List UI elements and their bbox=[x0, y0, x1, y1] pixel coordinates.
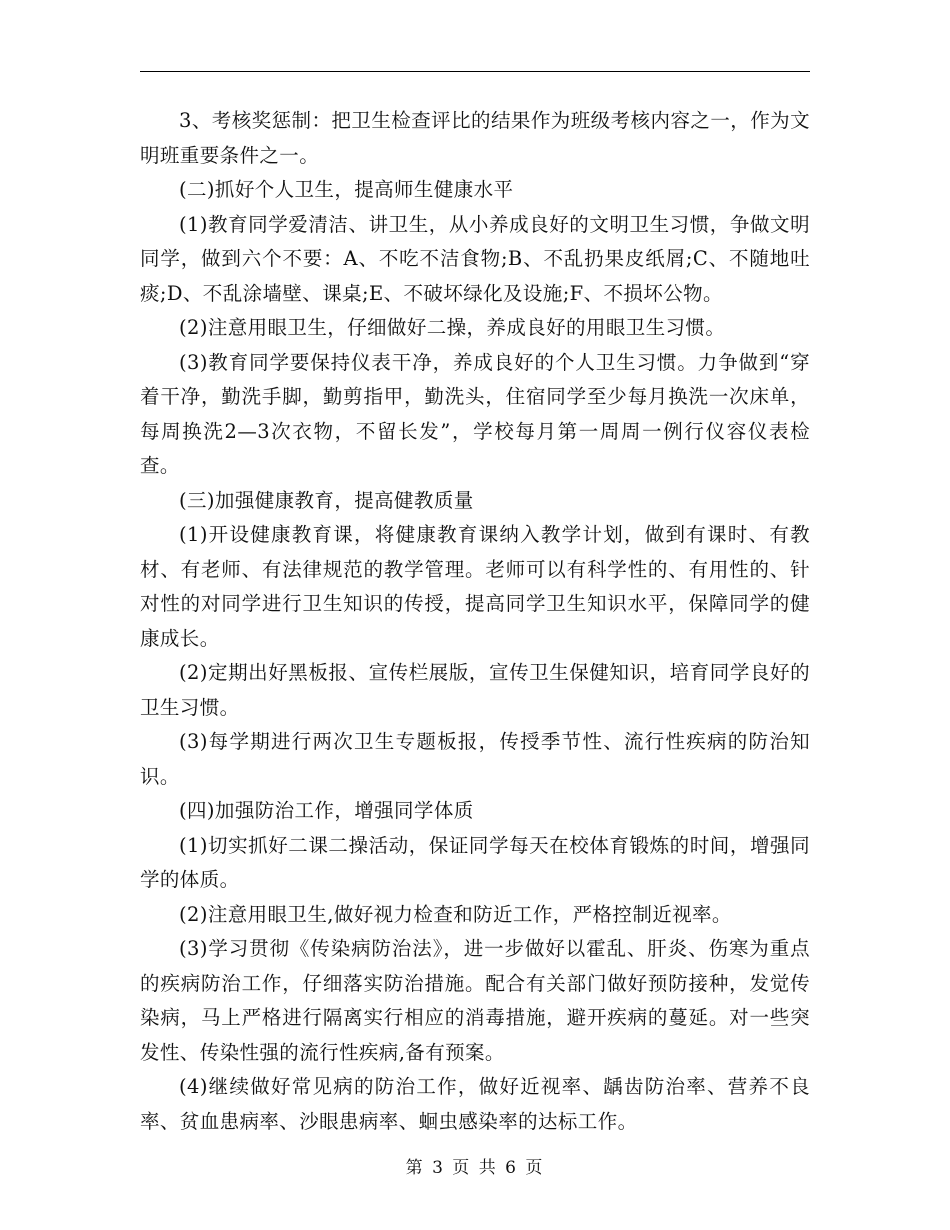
paragraph: (2)定期出好黑板报、宣传栏展版，宣传卫生保健知识，培育同学良好的卫生习惯。 bbox=[140, 661, 810, 719]
paragraph: (2)注意用眼卫生,做好视力检查和防近工作，严格控制近视率。 bbox=[179, 902, 732, 926]
section-heading: (二)抓好个人卫生，提高师生健康水平 bbox=[179, 178, 514, 201]
section-heading: (三)加强健康教育，提高健教质量 bbox=[179, 488, 474, 512]
header-rule bbox=[140, 71, 810, 72]
page-number: 第 3 页 共 6 页 bbox=[405, 1158, 545, 1178]
paragraph: (3)教育同学要保持仪表干净，养成良好的个人卫生习惯。力争做到“穿着干净，勤洗手脚，勤剪指甲，勤洗头，住宿同学至少每月换洗一次床单，每周换洗2—3次衣物，不留长发”，学校每月第一周周一例行仪容仪表检查。 bbox=[140, 350, 810, 477]
section-heading: (四)加强防治工作，增强同学体质 bbox=[179, 799, 474, 822]
paragraph: (3)学习贯彻《传染病防治法》，进一步做好以霍乱、肝炎、伤寒为重点的疾病防治工作，仔细落实防治措施。配合有关部门做好预防接种，发觉传染病，马上严格进行隔离实行相应的消毒措施，避开疾病的蔓延。对一些突发性、传染性强的流行性疾病,备有预案。 bbox=[140, 937, 810, 1064]
body-text bbox=[140, 104, 810, 1139]
paragraph: (4)继续做好常见病的防治工作，做好近视率、龋齿防治率、营养不良率、贫血患病率、沙眼患病率、蛔虫感染率的达标工作。 bbox=[140, 1075, 810, 1133]
paragraph: (3)每学期进行两次卫生专题板报，传授季节性、流行性疾病的防治知识。 bbox=[140, 730, 810, 788]
paragraph: (1)开设健康教育课，将健康教育课纳入教学计划，做到有课时、有教材、有老师、有法律规范的教学管理。老师可以有科学性的、有用性的、针对性的对同学进行卫生知识的传授，提高同学卫生知识水平，保障同学的健康成长。 bbox=[140, 523, 810, 650]
paragraph: (1)教育同学爱清洁、讲卫生，从小养成良好的文明卫生习惯，争做文明同学，做到六个不要：A、不吃不洁食物;B、不乱扔果皮纸屑;C、不随地吐痰;D、不乱涂墙壁、课桌;E、不破坏绿化及设施;F、不损坏公物。 bbox=[140, 212, 810, 305]
paragraph: (2)注意用眼卫生，仔细做好二操，养成良好的用眼卫生习惯。 bbox=[179, 316, 726, 339]
paragraph: 3、考核奖惩制：把卫生检查评比的结果作为班级考核内容之一，作为文明班重要条件之一。 bbox=[140, 109, 810, 167]
paragraph: (1)切实抓好二课二操活动，保证同学每天在校体育锻炼的时间，增强同学的体质。 bbox=[140, 833, 810, 891]
